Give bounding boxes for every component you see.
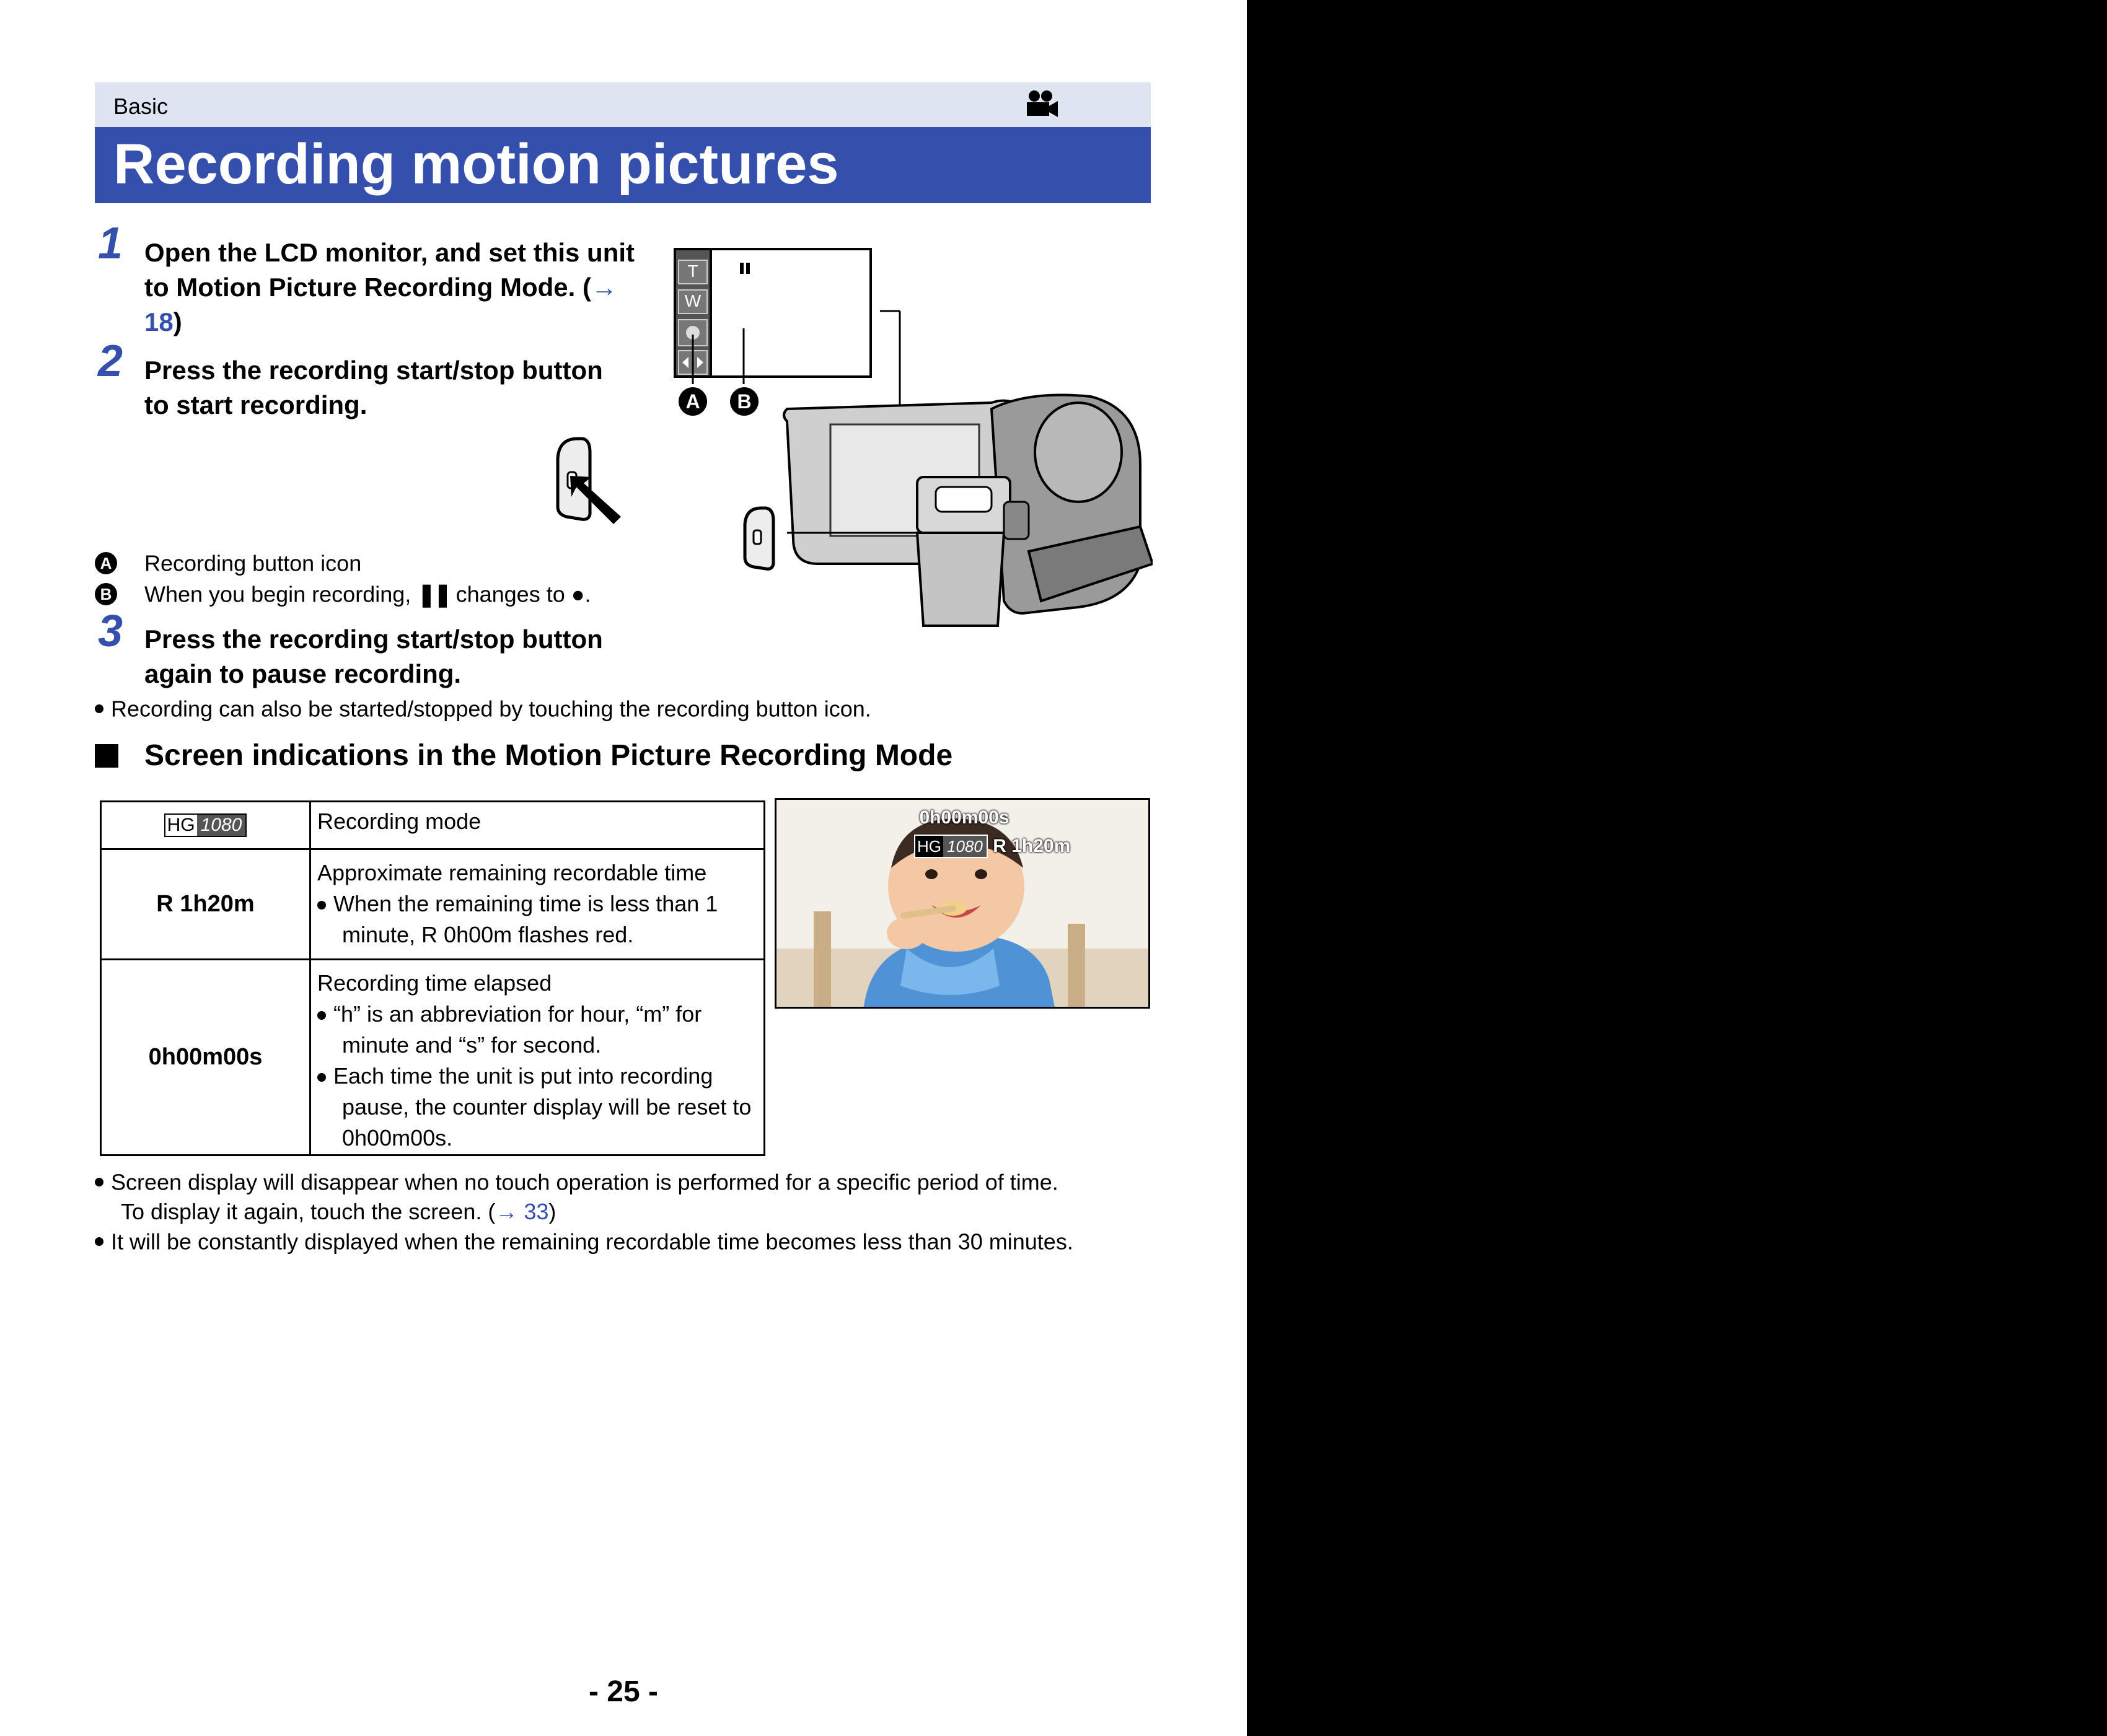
hg1080-badge: HG 1080: [164, 813, 247, 837]
legend-a: A Recording button icon: [95, 549, 361, 576]
bottom-note-1: Screen display will disappear when no touch operation is performed for a specific period of time. To display it again, touch the screen. (→ 33): [95, 1166, 1161, 1227]
title-bar: [95, 127, 1151, 203]
bottom-note-2: It will be constantly displayed when the remaining recordable time becomes less than 30 minutes.: [95, 1225, 1185, 1256]
callout-a: A: [679, 387, 707, 416]
elapsed-time-key: 0h00m00s: [102, 960, 311, 1154]
mode-remaining-overlay: HG 1080 R 1h20m: [914, 835, 1070, 858]
pause-glyph: ❚❚: [417, 581, 450, 607]
step-1-text: Open the LCD monitor, and set this unit to Motion Picture Recording Mode. (→ 18): [144, 238, 635, 336]
step-3-note: Recording can also be started/stopped by touching the recording button icon.: [95, 693, 871, 724]
subheading: Screen indications in the Motion Picture Recording Mode: [95, 739, 952, 773]
bullet-icon: [317, 901, 326, 910]
zoom-wide-button[interactable]: W: [684, 291, 702, 310]
section-band: [95, 82, 1151, 127]
press-button-illustration: [545, 434, 626, 533]
callout-b: B: [730, 387, 759, 416]
step-1-link[interactable]: → 18: [144, 273, 617, 336]
movie-camera-icon: [1024, 90, 1059, 118]
bullet-icon: [95, 704, 103, 713]
step-2-text: Press the recording start/stop button to start recording.: [144, 356, 603, 419]
camcorder-illustration: [731, 304, 1153, 632]
table-row: [102, 958, 763, 1154]
indications-table: [100, 800, 765, 1156]
bottom-note-link[interactable]: → 33: [495, 1199, 549, 1225]
bullet-icon: [95, 1237, 103, 1246]
table-row: [102, 848, 763, 958]
pause-indicator-icon: [740, 263, 744, 274]
black-margin: [1247, 0, 2107, 1736]
step-1-number: 1: [98, 219, 123, 268]
zoom-tele-button[interactable]: T: [687, 261, 698, 281]
elapsed-time-desc: Recording time elapsed “h” is an abbreviation for hour, “m” for minute and “s” for second. Each time the unit is put into recording pause, the counter display will be reset to 0h00m00s.: [317, 970, 752, 1151]
square-bullet-icon: [95, 744, 118, 768]
step-2-number: 2: [98, 336, 123, 386]
remaining-time-key: R 1h20m: [102, 850, 311, 958]
recording-preview-image: [775, 798, 1150, 1009]
counter-overlay: 0h00m00s: [919, 807, 1010, 828]
recording-mode-desc: Recording mode: [317, 809, 482, 834]
bullet-icon: [317, 1073, 326, 1082]
step-3-text: Press the recording start/stop button again to pause recording.: [144, 625, 603, 688]
step-3-number: 3: [98, 607, 123, 656]
page-number: - 25 -: [588, 1675, 659, 1708]
table-row: [102, 802, 763, 848]
bullet-icon: [317, 1011, 326, 1020]
remaining-time-desc: Approximate remaining recordable time When the remaining time is less than 1 minute, R 0h00m flashes red.: [317, 860, 718, 947]
section-label: Basic: [113, 94, 169, 119]
legend-b: B When you begin recording, ❚❚ changes to ●.: [95, 580, 591, 607]
recording-mode-key: [102, 802, 311, 848]
page-title: Recording motion pictures: [113, 133, 839, 196]
bullet-icon: [95, 1178, 103, 1186]
